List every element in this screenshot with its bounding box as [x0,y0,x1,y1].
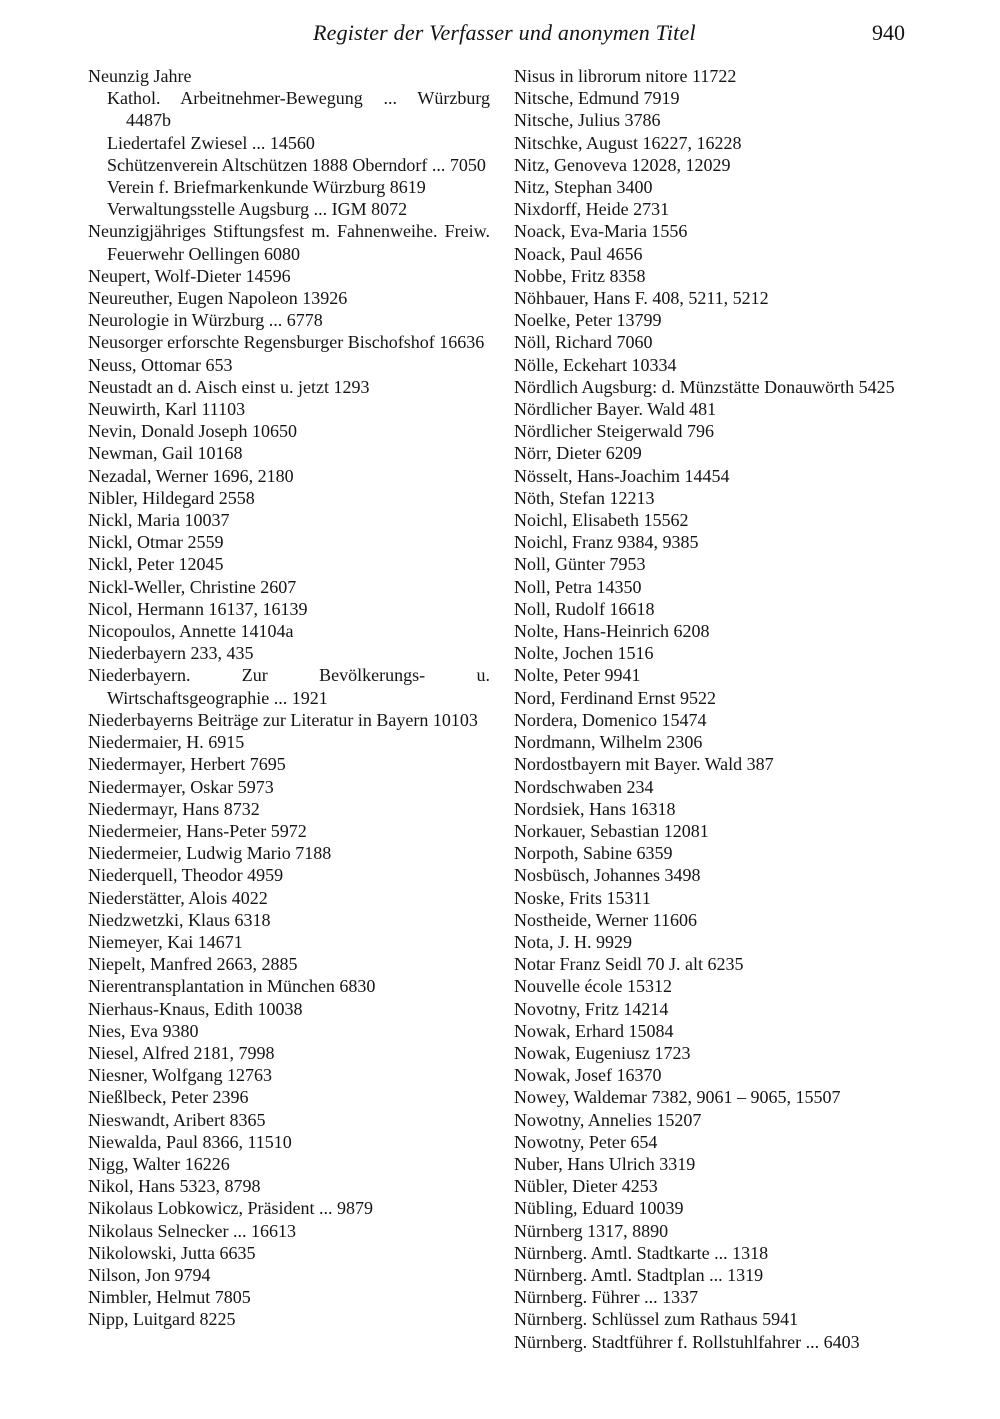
index-entry: Nübling, Eduard 10039 [514,1198,684,1219]
index-entry: Niederbayerns Beiträge zur Literatur in Bayern 10103 [88,709,478,730]
page-header [0,18,1000,48]
index-entry: Nowak, Josef 16370 [514,1065,662,1086]
index-entry: Nitz, Stephan 3400 [514,177,653,198]
index-entry: Noack, Eva-Maria 1556 [514,221,688,242]
index-entry: Niederquell, Theodor 4959 [88,865,284,886]
index-entry: Nickl, Otmar 2559 [88,532,224,553]
index-entry: Niesner, Wolfgang 12763 [88,1065,272,1086]
index-subentry: Verein f. Briefmarkenkunde Würzburg 8619 [107,177,426,198]
page-number: 940 [872,20,905,45]
index-entry: Nörr, Dieter 6209 [514,443,642,464]
index-entry: Nördlicher Bayer. Wald 481 [514,399,717,420]
index-entry: Nolte, Hans-Heinrich 6208 [514,621,710,642]
index-entry: Nickl, Maria 10037 [88,510,230,531]
index-entry: Neuss, Ottomar 653 [88,354,233,375]
index-entry: Nordsiek, Hans 16318 [514,798,676,819]
index-entry: Nowak, Erhard 15084 [514,1020,674,1041]
index-entry: Nowey, Waldemar 7382, 9061 – 9065, 15507 [514,1087,841,1108]
index-entry: Novotny, Fritz 14214 [514,998,669,1019]
index-entry: Noll, Rudolf 16618 [514,598,655,619]
index-entry: Nowak, Eugeniusz 1723 [514,1042,691,1063]
index-entry: Niedermayer, Herbert 7695 [88,754,286,775]
index-entry: Nouvelle école 15312 [514,976,672,997]
index-entry: Norpoth, Sabine 6359 [514,843,673,864]
right-column [514,65,912,1353]
index-entry: Nieswandt, Aribert 8365 [88,1109,266,1130]
index-subentry: Schützenverein Altschützen 1888 Oberndorf ... 7050 [107,154,486,175]
index-entry: Nikolaus Selnecker ... 16613 [88,1220,296,1241]
left-column [88,65,490,1331]
index-entry: Nosbüsch, Johannes 3498 [514,865,701,886]
index-entry: Neuwirth, Karl 11103 [88,399,246,420]
index-entry: Nürnberg. Stadtführer f. Rollstuhlfahrer ... 6403 [514,1331,860,1352]
index-entry: Niepelt, Manfred 2663, 2885 [88,954,298,975]
index-entry: Nigg, Walter 16226 [88,1153,230,1174]
index-entry: Nota, J. H. 9929 [514,931,632,952]
index-entry: Nixdorff, Heide 2731 [514,199,670,220]
index-entry: Nostheide, Werner 11606 [514,909,698,930]
index-entry: Nießlbeck, Peter 2396 [88,1087,249,1108]
index-entry: Nuber, Hans Ulrich 3319 [514,1153,696,1174]
index-entry: Nürnberg. Amtl. Stadtplan ... 1319 [514,1264,764,1285]
index-entry: Nikol, Hans 5323, 8798 [88,1176,261,1197]
index-entry: Nitz, Genoveva 12028, 12029 [514,154,731,175]
index-entry: Nowotny, Annelies 15207 [514,1109,702,1130]
index-entry: Niesel, Alfred 2181, 7998 [88,1042,275,1063]
index-entry: Nies, Eva 9380 [88,1020,199,1041]
index-entry: Niedzwetzki, Klaus 6318 [88,909,271,930]
index-entry: Nezadal, Werner 1696, 2180 [88,465,294,486]
index-entry: Niedermaier, H. 6915 [88,732,245,753]
index-entry: Noll, Petra 14350 [514,576,642,597]
index-entry: Nikolowski, Jutta 6635 [88,1242,256,1263]
index-entry: Nitsche, Edmund 7919 [514,88,680,109]
index-entry: Nürnberg. Amtl. Stadtkarte ... 1318 [514,1242,769,1263]
index-entry: Nösselt, Hans-Joachim 14454 [514,465,730,486]
index-entry: Nibler, Hildegard 2558 [88,487,255,508]
index-entry: Neunzig Jahre [88,66,192,86]
index-entry: Neureuther, Eugen Napoleon 13926 [88,288,348,309]
index-entry: Nördlich Augsburg: d. Münzstätte Donauwörth 5425 [514,376,895,397]
index-entry: Nitschke, August 16227, 16228 [514,132,742,153]
index-entry: Neunzigjähriges Stiftungsfest m. Fahnenweihe. Freiw. Feuerwehr Oellingen 6080 [88,221,490,264]
index-entry: Nolte, Jochen 1516 [514,643,654,664]
index-entry: Nitsche, Julius 3786 [514,110,661,131]
index-entry: Nevin, Donald Joseph 10650 [88,421,297,442]
index-entry: Niedermeier, Hans-Peter 5972 [88,820,307,841]
index-entry: Nickl-Weller, Christine 2607 [88,576,297,597]
index-entry: Nordschwaben 234 [514,776,654,797]
index-entry: Nordera, Domenico 15474 [514,709,707,730]
index-entry: Nöhbauer, Hans F. 408, 5211, 5212 [514,288,769,309]
index-entry: Newman, Gail 10168 [88,443,243,464]
index-entry: Neustadt an d. Aisch einst u. jetzt 1293 [88,376,370,397]
index-entry: Niedermayer, Oskar 5973 [88,776,274,797]
index-entry: Nowotny, Peter 654 [514,1131,658,1152]
index-entry: Nöth, Stefan 12213 [514,487,655,508]
index-entry: Nördlicher Steigerwald 796 [514,421,714,442]
index-entry: Norkauer, Sebastian 12081 [514,820,709,841]
index-entry: Nord, Ferdinand Ernst 9522 [514,687,716,708]
index-entry: Nierhaus-Knaus, Edith 10038 [88,998,303,1019]
index-entry: Noll, Günter 7953 [514,554,646,575]
index-entry: Niedermeier, Ludwig Mario 7188 [88,843,332,864]
index-entry: Nikolaus Lobkowicz, Präsident ... 9879 [88,1198,373,1219]
index-entry: Noack, Paul 4656 [514,243,643,264]
index-entry: Noichl, Franz 9384, 9385 [514,532,699,553]
index-entry: Nilson, Jon 9794 [88,1264,211,1285]
index-entry: Nölle, Eckehart 10334 [514,354,677,375]
index-entry: Nierentransplantation in München 6830 [88,976,376,997]
index-entry: Nürnberg. Schlüssel zum Rathaus 5941 [514,1309,799,1330]
index-entry: Noelke, Peter 13799 [514,310,662,331]
index-entry: Noichl, Elisabeth 15562 [514,510,689,531]
index-entry: Nicopoulos, Annette 14104a [88,621,294,642]
index-entry: Neupert, Wolf-Dieter 14596 [88,265,291,286]
index-entry: Niederbayern 233, 435 [88,643,254,664]
index-subentry: Kathol. Arbeitnehmer-Bewegung ... Würzburg 4487b [107,88,490,131]
index-entry: Nimbler, Helmut 7805 [88,1287,251,1308]
index-entry: Nolte, Peter 9941 [514,665,641,686]
index-entry: Nipp, Luitgard 8225 [88,1309,236,1330]
index-entry: Nöll, Richard 7060 [514,332,653,353]
index-entry: Neusorger erforschte Regensburger Bischofshof 16636 [88,332,485,353]
index-entry: Niederbayern. Zur Bevölkerungs- u. Wirtschaftsgeographie ... 1921 [88,665,490,708]
index-entry: Nürnberg. Führer ... 1337 [514,1287,699,1308]
index-entry: Nordostbayern mit Bayer. Wald 387 [514,754,774,775]
index-entry: Nübler, Dieter 4253 [514,1176,658,1197]
index-entry: Nicol, Hermann 16137, 16139 [88,598,308,619]
index-entry: Nobbe, Fritz 8358 [514,265,646,286]
index-entry: Niederstätter, Alois 4022 [88,887,268,908]
index-entry: Neurologie in Würzburg ... 6778 [88,310,323,331]
index-entry: Noske, Frits 15311 [514,887,651,908]
index-entry: Notar Franz Seidl 70 J. alt 6235 [514,954,744,975]
index-subentry: Liedertafel Zwiesel ... 14560 [107,132,315,153]
running-title: Register der Verfasser und anonymen Titel [313,20,696,45]
index-entry: Niewalda, Paul 8366, 11510 [88,1131,292,1152]
index-entry: Nisus in librorum nitore 11722 [514,66,737,86]
index-entry: Nordmann, Wilhelm 2306 [514,732,703,753]
index-entry: Nürnberg 1317, 8890 [514,1220,669,1241]
index-entry: Niedermayr, Hans 8732 [88,798,260,819]
index-entry: Nickl, Peter 12045 [88,554,224,575]
index-subentry: Verwaltungsstelle Augsburg ... IGM 8072 [107,199,408,220]
index-entry: Niemeyer, Kai 14671 [88,931,243,952]
